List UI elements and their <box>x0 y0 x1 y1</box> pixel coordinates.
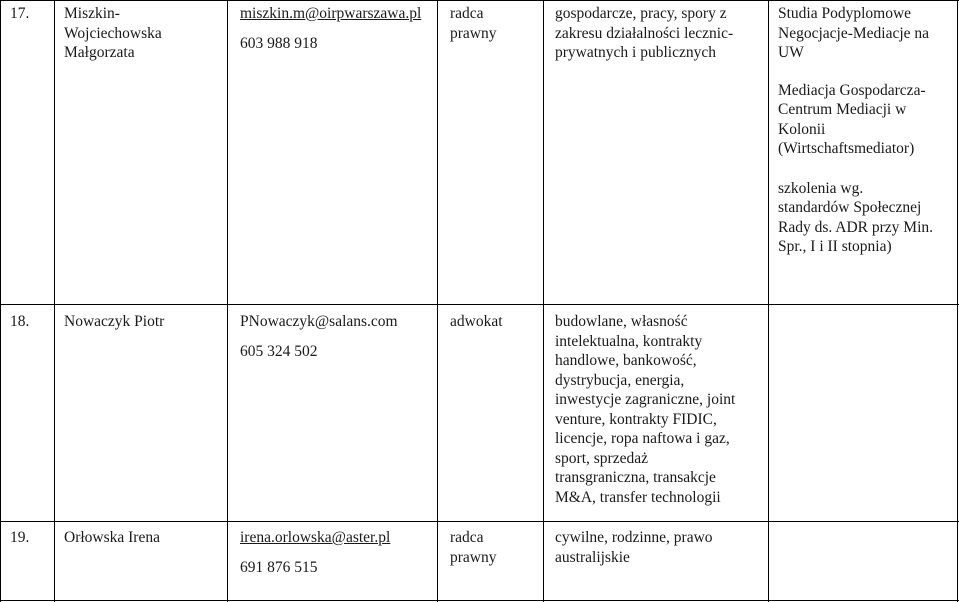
phone-number: 691 876 515 <box>240 558 318 576</box>
specialization-line: cywilne, rodzinne, prawo <box>555 529 713 546</box>
profession-line: prawny <box>450 24 497 42</box>
email-link[interactable]: miszkin.m@oirpwarszawa.pl <box>240 5 422 22</box>
specialization-line: licencje, ropa naftowa i gaz, <box>555 430 730 447</box>
specialization-line: inwestycje zagraniczne, joint <box>555 391 736 408</box>
specialization-line: budowlane, własność <box>555 313 688 330</box>
column-divider-2 <box>54 0 55 602</box>
profession-line: radca <box>450 529 484 546</box>
profession: adwokat <box>450 313 503 330</box>
specialization-line: handlowe, bankowość, <box>555 352 697 369</box>
specialization <box>555 528 713 567</box>
specialization <box>555 312 735 507</box>
row-divider-18-19 <box>0 521 959 522</box>
contact-cell <box>240 528 390 577</box>
column-divider-3 <box>227 0 228 602</box>
contact-cell <box>240 4 421 53</box>
table-border-bottom <box>0 600 959 601</box>
spacer <box>778 63 933 81</box>
spacer <box>778 159 933 179</box>
specialization-line: sport, sprzedaż <box>555 449 648 467</box>
training-line: Centrum Mediacji w <box>778 101 907 118</box>
column-divider-6 <box>768 0 769 602</box>
profession-line: radca <box>450 5 484 22</box>
spacer <box>240 332 398 342</box>
mediator-name: Orłowska Irena <box>64 529 160 546</box>
column-divider-1 <box>0 0 1 602</box>
column-divider-7 <box>957 0 958 602</box>
email-link[interactable]: irena.orlowska@aster.pl <box>240 529 391 546</box>
specialization-line: gospodarcze, pracy, spory z <box>555 5 727 22</box>
specialization-line: australijskie <box>555 548 630 566</box>
specialization-line: M&A, transfer technologii <box>555 488 721 506</box>
profession <box>450 528 497 567</box>
training-line: (Wirtschaftsmediator) <box>778 140 915 157</box>
profession-line: prawny <box>450 548 497 566</box>
table-border-top <box>0 0 959 1</box>
name-line: Małgorzata <box>64 44 135 61</box>
specialization-line: venture, kontrakty FIDIC, <box>555 410 717 428</box>
training-line: standardów Społecznej <box>778 199 922 216</box>
training-line: Rady ds. ADR przy Min. <box>778 218 933 236</box>
training-line: Spr., I i II stopnia) <box>778 238 892 255</box>
phone-number: 603 988 918 <box>240 34 318 52</box>
specialization-line: prywatnych i publicznych <box>555 44 716 61</box>
training-line: Mediacja Gospodarcza- <box>778 81 926 99</box>
row-divider-17-18 <box>0 304 959 305</box>
training-line: Studia Podyplomowe <box>778 5 912 22</box>
training-line: UW <box>778 44 804 61</box>
profession <box>450 4 497 43</box>
phone-number: 605 324 502 <box>240 342 318 360</box>
spacer <box>240 548 390 558</box>
specialization <box>555 4 733 63</box>
row-number: 17. <box>10 5 30 22</box>
training-line: Kolonii <box>778 120 826 138</box>
name-line: Wojciechowska <box>64 24 162 42</box>
specialization-line: dystrybucja, energia, <box>555 371 685 389</box>
email-link[interactable]: PNowaczyk@salans.com <box>240 313 398 330</box>
column-divider-4 <box>437 0 438 602</box>
row-number: 19. <box>10 529 30 546</box>
specialization-line: transgraniczna, transakcje <box>555 469 716 486</box>
spacer <box>240 24 421 34</box>
training-line: Negocjacje-Mediacje na <box>778 24 930 42</box>
column-divider-5 <box>543 0 544 602</box>
specialization-line: intelektualna, kontrakty <box>555 332 703 350</box>
mediator-name <box>64 4 162 63</box>
mediator-name: Nowaczyk Piotr <box>64 313 165 330</box>
name-line: Miszkin- <box>64 5 120 22</box>
row-number: 18. <box>10 313 30 330</box>
training-line: szkolenia wg. <box>778 179 864 197</box>
specialization-line: zakresu działalności lecznic- <box>555 24 734 42</box>
training <box>778 4 933 257</box>
contact-cell <box>240 312 398 361</box>
